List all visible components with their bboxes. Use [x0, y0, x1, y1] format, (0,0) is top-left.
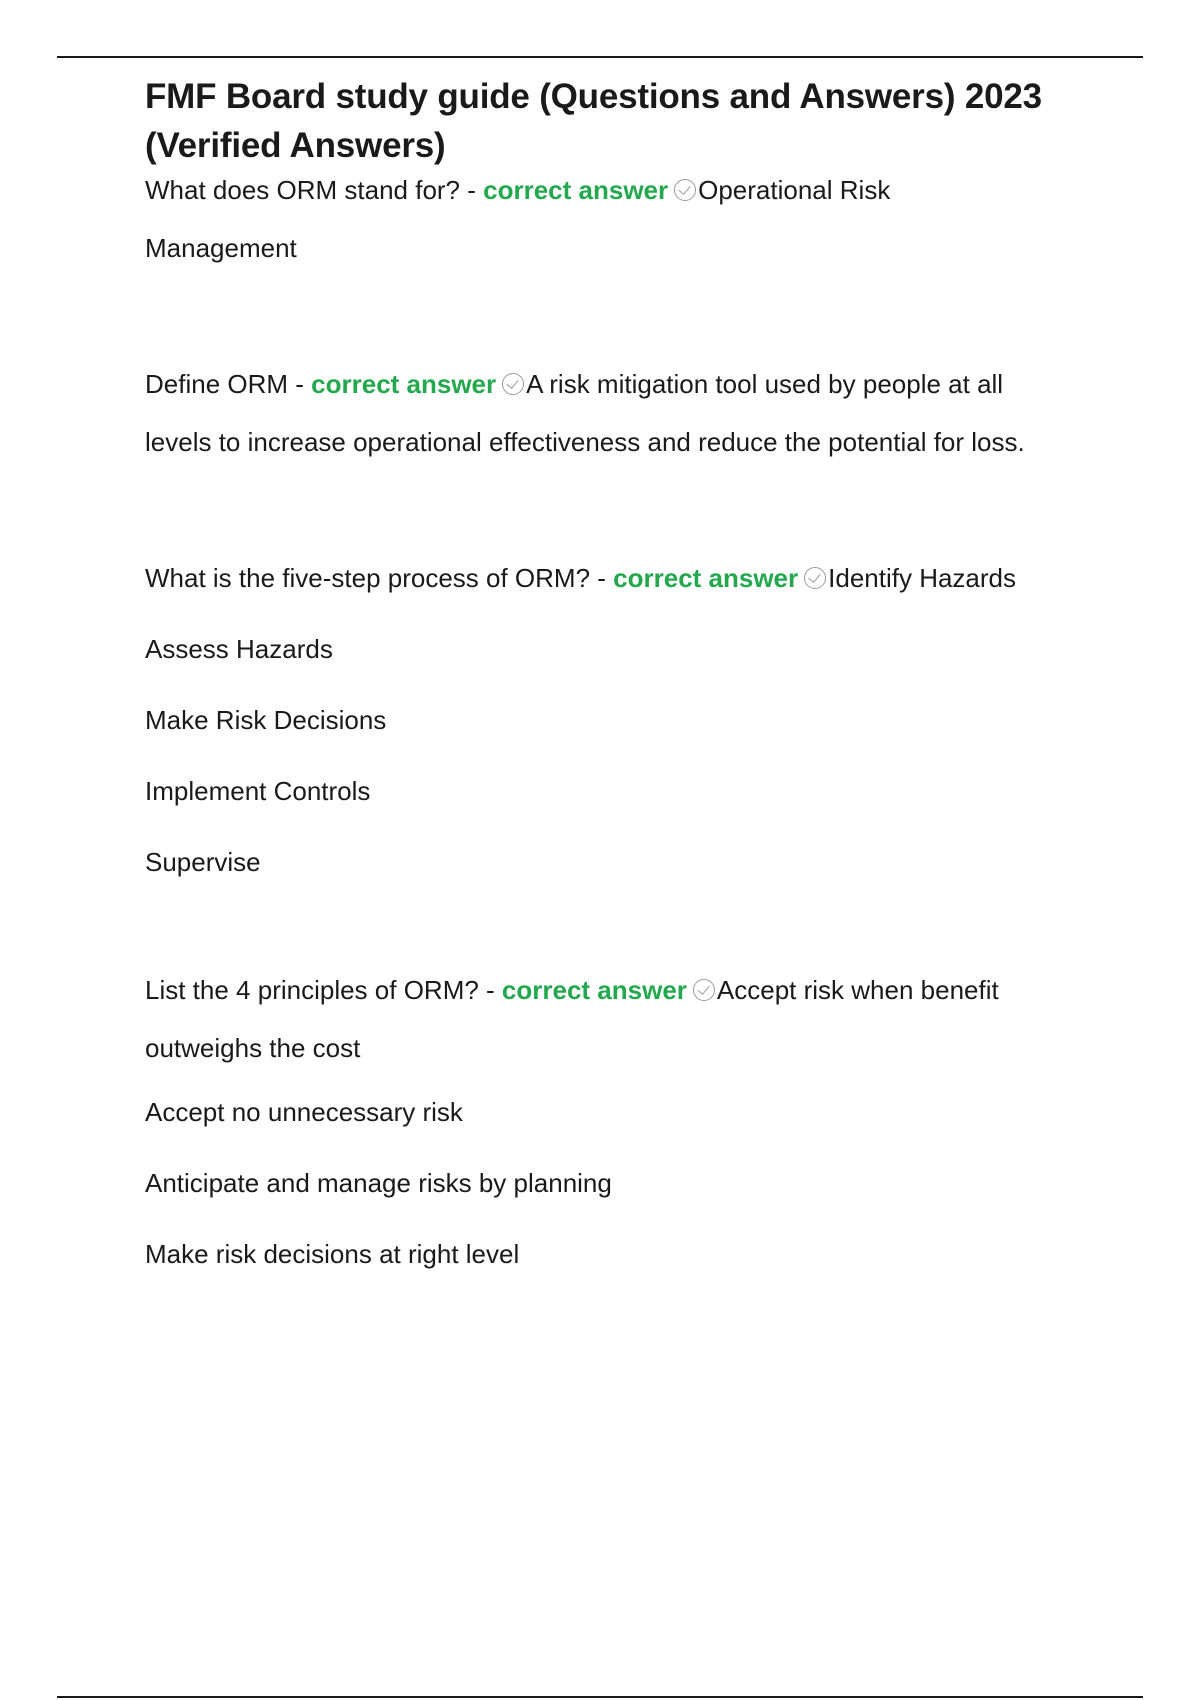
- qa-item-define-orm: [145, 364, 1105, 470]
- question-line: [145, 170, 1105, 210]
- answer-continuation: Management: [145, 233, 297, 263]
- check-circle-icon: [502, 373, 524, 395]
- separator: -: [460, 175, 484, 205]
- question-line: [145, 364, 1105, 404]
- answer-list-item: Make Risk Decisions: [145, 705, 387, 735]
- separator: -: [288, 369, 312, 399]
- correct-answer-label: correct answer: [501, 975, 687, 1005]
- check-circle-icon: [674, 179, 696, 201]
- question-text: What does ORM stand for?: [145, 175, 461, 205]
- answer-continuation: levels to increase operational effectiveness and reduce the potential for loss.: [145, 427, 1025, 457]
- answer-list-item: Accept no unnecessary risk: [145, 1097, 463, 1127]
- answer-text: Operational Risk: [698, 175, 891, 205]
- qa-item-orm-stand-for: [145, 170, 1105, 276]
- answer-list-item: Implement Controls: [145, 776, 371, 806]
- correct-answer-label: correct answer: [311, 369, 497, 399]
- correct-answer-label: correct answer: [613, 563, 799, 593]
- answer-text: Accept risk when benefit: [716, 975, 999, 1005]
- check-circle-icon: [804, 567, 826, 589]
- document-title: FMF Board study guide (Questions and Answers) 2023 (Verified Answers): [145, 77, 1042, 165]
- answer-text: Identify Hazards: [828, 563, 1017, 593]
- document-body: [145, 72, 1105, 1274]
- qa-item-five-step-process: [145, 558, 1105, 882]
- separator: -: [478, 975, 502, 1005]
- bottom-rule: [57, 1696, 1143, 1698]
- separator: -: [590, 563, 614, 593]
- top-rule: [57, 56, 1143, 58]
- answer-continuation: outweighs the cost: [145, 1033, 361, 1063]
- answer-list-item: Anticipate and manage risks by planning: [145, 1168, 612, 1198]
- qa-item-four-principles: [145, 970, 1105, 1274]
- answer-list-item: Assess Hazards: [145, 634, 333, 664]
- answer-text: A risk mitigation tool used by people at all: [526, 369, 1004, 399]
- question-line: [145, 970, 1105, 1010]
- answer-list-item: Supervise: [145, 847, 261, 877]
- question-line: [145, 558, 1105, 598]
- correct-answer-label: correct answer: [483, 175, 669, 205]
- answer-list-item: Make risk decisions at right level: [145, 1239, 520, 1269]
- question-text: List the 4 principles of ORM?: [145, 975, 479, 1005]
- check-circle-icon: [693, 979, 715, 1001]
- question-text: Define ORM: [145, 369, 289, 399]
- question-text: What is the five-step process of ORM?: [145, 563, 591, 593]
